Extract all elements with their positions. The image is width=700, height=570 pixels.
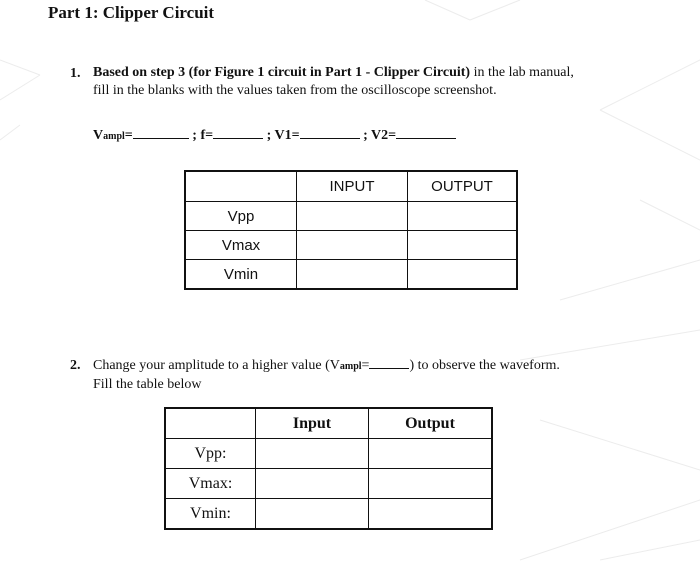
vampl-higher-blank[interactable] — [369, 356, 409, 369]
question-2-line2: Fill the table below — [93, 377, 202, 392]
table-1-row-label-vmax: Vmax — [185, 231, 297, 260]
question-2-part-a: Change your amplitude to a higher value (V — [93, 358, 340, 373]
question-2-part-c: ) to observe the waveform. — [409, 358, 560, 373]
table-1-cell-vmax-output[interactable] — [408, 231, 518, 260]
question-1-text — [93, 64, 574, 100]
table-1-cell-vpp-input[interactable] — [297, 202, 408, 231]
vampl-sub: ampl — [103, 131, 125, 142]
v1-blank[interactable] — [300, 126, 360, 139]
question-2-sub: ampl — [339, 361, 362, 372]
vampl-eq: = — [124, 128, 133, 143]
table-2-cell-vmin-input[interactable] — [256, 499, 369, 530]
v2-blank[interactable] — [396, 126, 456, 139]
table-1-header-row — [185, 171, 517, 202]
table-1-row-label-vmin: Vmin — [185, 260, 297, 290]
table-row — [165, 439, 492, 469]
table-2-row-label-vmin: Vmin: — [165, 499, 256, 530]
question-1-number: 1. — [70, 66, 81, 81]
page-title: Part 1: Clipper Circuit — [48, 3, 215, 22]
table-2-cell-vmax-output[interactable] — [369, 469, 493, 499]
question-2-eq: = — [361, 358, 370, 373]
table-2-cell-vpp-output[interactable] — [369, 439, 493, 469]
table-1-cell-vmax-input[interactable] — [297, 231, 408, 260]
v2-label: ; V2= — [363, 128, 397, 143]
table-row — [185, 202, 517, 231]
question-1-bold: Based on step 3 (for Figure 1 circuit in Part 1 - Clipper Circuit) — [93, 65, 471, 80]
table-2-cell-vpp-input[interactable] — [256, 439, 369, 469]
question-2-text — [93, 356, 560, 394]
vampl-label: V — [93, 128, 104, 143]
vampl-blank[interactable] — [133, 126, 189, 139]
question-1-blanks — [93, 126, 456, 144]
table-row — [165, 499, 492, 530]
table-2-header-output: Output — [369, 408, 493, 439]
table-1-cell-vpp-output[interactable] — [408, 202, 518, 231]
table-1-header-input: INPUT — [297, 171, 408, 202]
table-2 — [164, 407, 493, 530]
v1-label: ; V1= — [266, 128, 300, 143]
f-label: ; f= — [192, 128, 214, 143]
table-row — [165, 469, 492, 499]
table-2-cell-vmin-output[interactable] — [369, 499, 493, 530]
table-1-cell-vmin-output[interactable] — [408, 260, 518, 290]
table-2-header-cell — [165, 408, 256, 439]
table-2-header-input: Input — [256, 408, 369, 439]
f-blank[interactable] — [213, 126, 263, 139]
table-2-row-label-vmax: Vmax: — [165, 469, 256, 499]
table-row — [185, 260, 517, 290]
question-1-rest: in the lab manual, — [470, 65, 574, 80]
table-1-header-output: OUTPUT — [408, 171, 518, 202]
question-1-line2: fill in the blanks with the values taken from the oscilloscope screenshot. — [93, 83, 497, 98]
table-1 — [184, 170, 518, 290]
table-2-row-label-vpp: Vpp: — [165, 439, 256, 469]
table-2-header-row — [165, 408, 492, 439]
question-2-number: 2. — [70, 358, 81, 373]
table-1-cell-vmin-input[interactable] — [297, 260, 408, 290]
table-2-cell-vmax-input[interactable] — [256, 469, 369, 499]
table-row — [185, 231, 517, 260]
table-1-row-label-vpp: Vpp — [185, 202, 297, 231]
table-1-header-cell — [185, 171, 297, 202]
